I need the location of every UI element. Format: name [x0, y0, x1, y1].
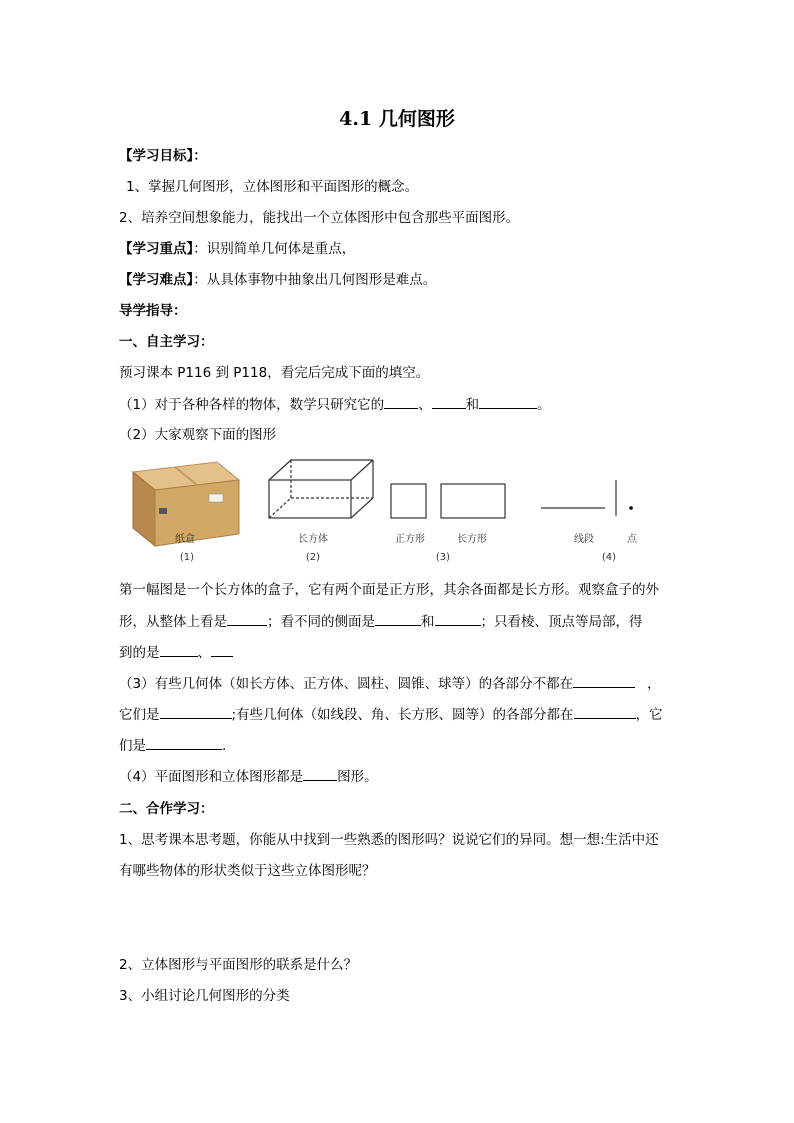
section2-heading: 二、合作学习： [119, 801, 214, 817]
answer-blank[interactable] [435, 611, 481, 626]
question-3-line-1 [119, 673, 661, 694]
text: 图形。 [337, 769, 378, 785]
caption-carton: 纸盒 [175, 534, 195, 545]
answer-blank[interactable] [574, 704, 636, 719]
paragraph-1-line-2 [119, 611, 643, 632]
paragraph-1-line-3 [119, 642, 233, 663]
text: （4）平面图形和立体图形都是 [119, 769, 304, 785]
question-3-line-3 [119, 735, 226, 756]
question-3-line-2 [119, 704, 663, 725]
text: ;有些几何体（如线段、角、长方形、圆等）的各部分都在 [231, 707, 574, 723]
caption-segment: 线段 [574, 534, 594, 545]
answer-blank[interactable] [384, 394, 418, 409]
text: 、 [197, 645, 211, 661]
question-1 [119, 394, 551, 415]
text: 到的是 [119, 645, 160, 661]
answer-blank[interactable] [375, 611, 421, 626]
question-1-end: 。 [537, 397, 551, 413]
text: ；只看棱、顶点等局部，得 [480, 614, 643, 630]
text: ；看不同的侧面是 [267, 614, 375, 630]
cuboid-drawing [269, 460, 373, 518]
question-4 [119, 766, 378, 787]
caption-square: 正方形 [395, 534, 425, 545]
paragraph-1-line-1: 第一幅图是一个长方体的盒子，它有两个面是正方形，其余各面都是长方形。观察盒子的外 [119, 582, 659, 598]
question-2: （2）大家观察下面的图形 [119, 427, 277, 443]
square-drawing [391, 484, 426, 518]
caption-cuboid: 长方体 [298, 534, 328, 545]
answer-blank[interactable] [227, 611, 267, 626]
point-drawing [629, 506, 633, 510]
page-title: 4.1 几何图形 [339, 108, 455, 130]
section1-heading: 一、自主学习： [119, 334, 214, 350]
difficulty-label: 【学习难点】 [119, 272, 194, 288]
figure-number-1: (1) [179, 552, 195, 563]
guide-heading: 导学指导： [119, 303, 187, 319]
section2-item-1-line-1: 1、思考课本思考题，你能从中找到一些熟悉的图形吗？说说它们的异同。想一想:生活中还 [119, 832, 659, 848]
caption-point: 点 [627, 534, 637, 545]
answer-blank[interactable] [160, 704, 232, 719]
answer-blank[interactable] [573, 673, 635, 688]
text: 形，从整体上看是 [119, 614, 227, 630]
separator: 、 [418, 397, 432, 413]
objective-item-2: 2、培养空间想象能力，能找出一个立体图形中包含那些平面图形。 [119, 210, 520, 226]
section2-item-3: 3、小组讨论几何图形的分类 [119, 988, 290, 1004]
figure-number-3: (3) [435, 552, 451, 563]
difficulty [119, 270, 436, 290]
text: ，它 [635, 707, 663, 723]
figure-number-4: (4) [601, 552, 617, 563]
answer-blank[interactable] [432, 394, 466, 409]
key-point [119, 239, 355, 259]
caption-rectangle: 长方形 [457, 534, 487, 545]
figure-number-2: (2) [305, 552, 321, 563]
text: . [222, 738, 227, 754]
section2-item-2: 2、立体图形与平面图形的联系是什么？ [119, 957, 358, 973]
text: 们是 [119, 738, 146, 754]
text: 和 [421, 614, 435, 630]
question-1-text: （1）对于各种各样的物体，数学只研究它的 [119, 397, 385, 413]
separator: 和 [465, 397, 480, 413]
text: ， [647, 676, 661, 692]
answer-blank[interactable] [211, 642, 233, 657]
section2-item-1-line-2: 有哪些物体的形状类似于这些立体图形呢？ [119, 863, 376, 879]
objectives-heading: 【学习目标】： [119, 148, 207, 164]
objective-item-1: 1、掌握几何图形，立体图形和平面图形的概念。 [126, 179, 419, 195]
text: （3）有些几何体（如长方体、正方体、圆柱、圆锥、球等）的各部分不都在 [119, 676, 574, 692]
answer-blank[interactable] [146, 735, 222, 750]
answer-blank[interactable] [303, 766, 337, 781]
rectangle-drawing [441, 484, 505, 518]
text: 它们是 [119, 707, 160, 723]
key-point-label: 【学习重点】 [119, 241, 194, 257]
answer-blank[interactable] [479, 394, 537, 409]
figures-row [119, 450, 679, 575]
difficulty-text: ：从具体事物中抽象出几何图形是难点。 [193, 272, 437, 288]
key-point-text: ：识别简单几何体是重点， [193, 241, 356, 257]
preview-instruction: 预习课本 P116 到 P118，看完后完成下面的填空。 [119, 365, 430, 381]
answer-blank[interactable] [160, 642, 198, 657]
